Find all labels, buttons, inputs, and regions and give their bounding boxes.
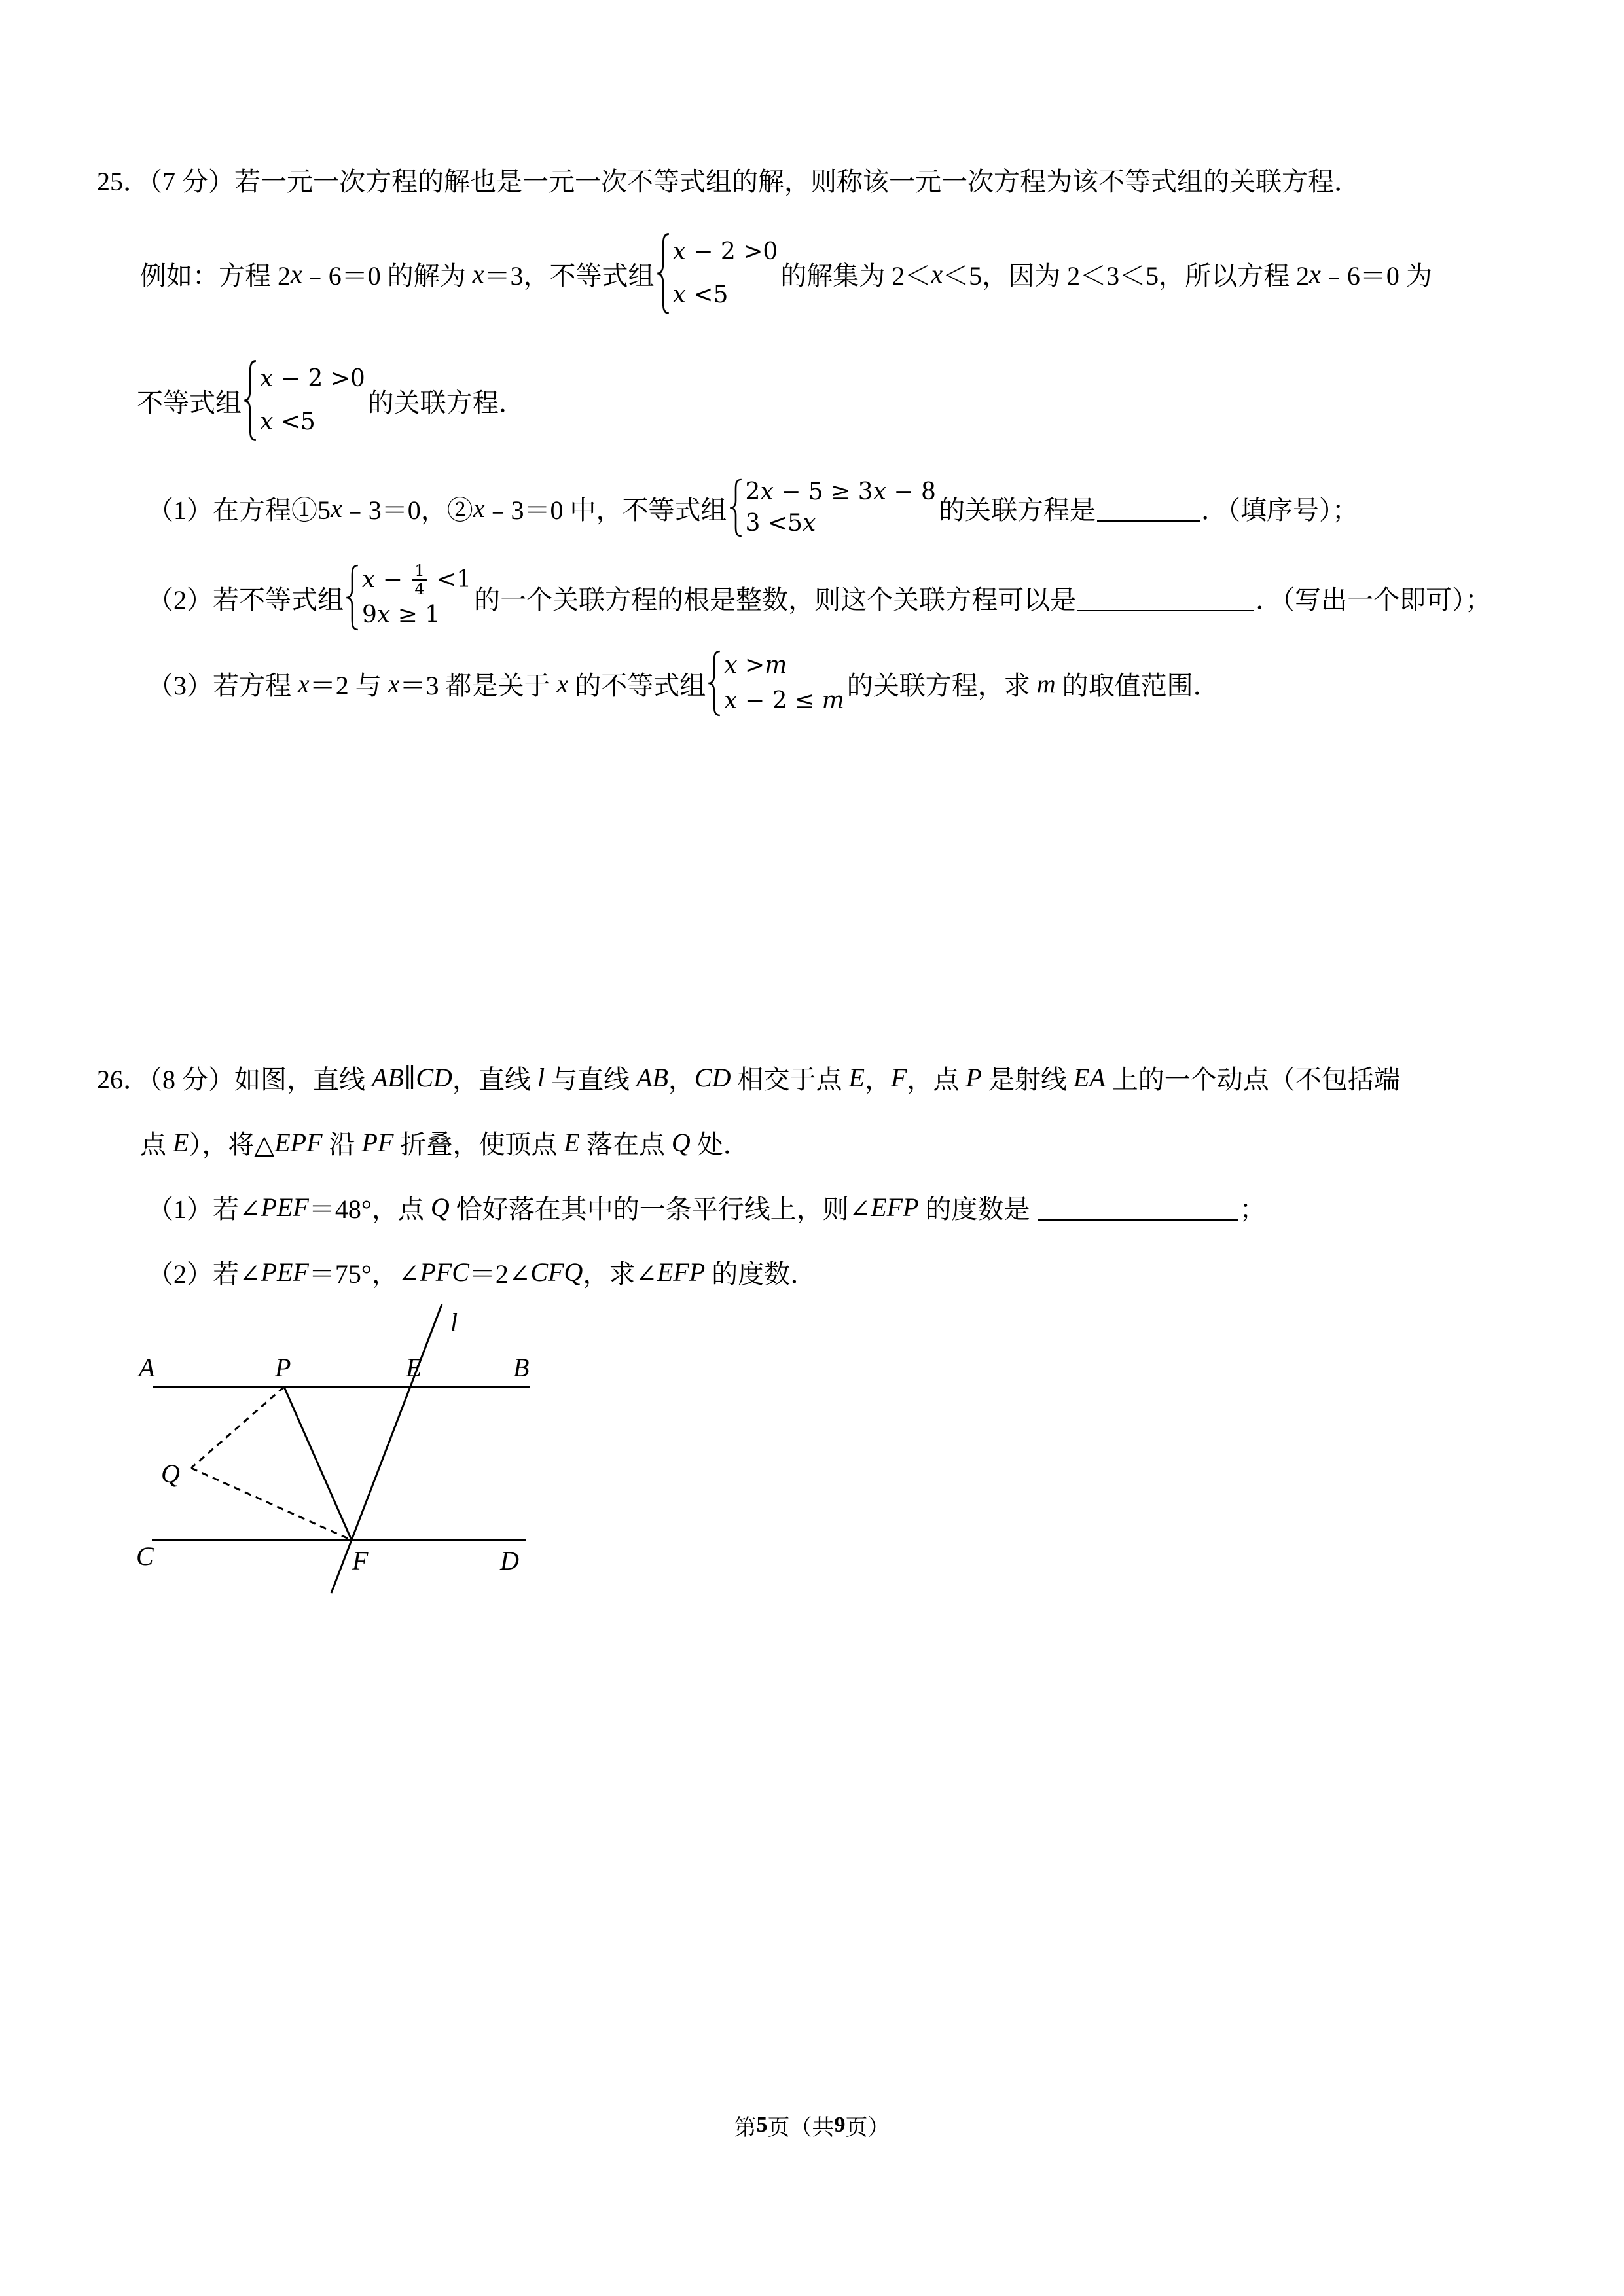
text-run: 的解集为 2＜ [780,260,931,291]
text-run: 的取值范围． [1055,670,1219,700]
label-b: B [513,1353,530,1382]
math-variable: x [362,566,376,593]
system-row [724,648,844,683]
text-run: 不等式组 [137,387,242,418]
text-run: 的关联方程． [367,387,525,418]
text-run: 3 <5 [745,510,803,537]
inequality-system [344,562,474,633]
text-run: ．（填序号）； [1200,495,1358,525]
math-variable: l [537,1062,545,1092]
question-25-example-cont [137,355,525,446]
math-variable: x [556,668,569,698]
text-run: 处． [690,1129,749,1159]
text-run: − 2 ≤ [737,687,822,714]
system-row [724,683,844,719]
fraction-numerator: 1 [412,563,426,581]
math-variable: x [298,668,310,698]
math-variable: x [931,259,943,289]
text-run: ＝2 与 [309,670,388,700]
brace-icon [656,232,670,315]
text-run: ＝3 都是关于 [399,670,557,700]
math-variable: x [802,510,816,537]
text-run: 第 [734,2115,757,2140]
text-run: 与直线 [545,1064,637,1094]
system-row [260,357,365,401]
text-run: 9 [362,601,377,628]
text-run: − 2 >0 [685,238,778,265]
math-variable: EFP [657,1257,706,1287]
text-run: 例如：方程 2 [140,260,291,291]
text-run: 的度数． [705,1259,817,1289]
text-run: ﹣6＝0 的解为 [302,260,473,291]
math-variable: E [564,1127,580,1157]
math-variable: PEF [261,1192,309,1222]
text-run: − 2 >0 [273,365,365,392]
question-25-part-2 [147,552,1491,643]
text-run: > [737,652,765,679]
text-run: ， [668,1064,695,1094]
text-run: （3）若方程 [147,670,298,700]
question-25-part-3 [147,637,1219,729]
text-run: ﹣3＝0，② [342,495,473,525]
label-f: F [352,1546,369,1575]
system-row [362,562,471,598]
math-variable: m [1036,668,1056,698]
math-variable: x [331,493,342,523]
text-run: ，求∠ [583,1259,657,1289]
text-run: 沿 [322,1129,362,1159]
text-run: <5 [273,408,316,435]
text-run: ∥ [403,1062,416,1092]
label-q: Q [161,1459,180,1488]
question-26-stem-cont [140,1122,749,1162]
fraction [412,563,426,597]
inequality-system [242,357,368,444]
math-variable: x [724,652,738,679]
math-variable: Q [430,1192,450,1222]
text-run: 页） [845,2115,890,2140]
answer-blank [1038,1193,1238,1221]
math-variable: m [765,652,787,679]
text-run: 页（共 [767,2115,835,2140]
math-variable: CFQ [530,1257,583,1287]
text-run: （2）若不等式组 [147,584,344,615]
system-row [673,230,778,274]
text-run: （1）在方程①5 [147,495,331,525]
brace-icon [707,650,721,717]
math-variable: PFC [420,1257,469,1287]
question-26-stem [97,1058,1400,1097]
page-footer [0,2106,1624,2145]
inequality-system [655,230,781,317]
brace-icon [729,478,743,537]
text-run: ，直线 [452,1064,537,1094]
system-row [746,476,936,508]
text-run: （1）若∠ [147,1194,261,1224]
dashed-segment-pq [191,1387,284,1468]
math-variable: EFP [871,1192,919,1222]
math-variable: EPF [274,1127,323,1157]
fraction-denominator: 4 [414,580,425,598]
text-run: − 5 ≥ 3 [773,478,873,505]
system-row [260,401,365,444]
text-run: ≥ 1 [390,601,441,628]
math-variable: x [260,365,274,392]
math-variable: x [672,281,686,308]
inequality-system [727,476,939,539]
text-run: <5 [685,281,729,308]
text-run: ，点 [907,1064,966,1094]
dashed-segment-qf [191,1468,352,1540]
math-variable: x [760,478,774,505]
text-run: ＝3，不等式组 [484,260,655,291]
inequality-system [706,648,846,719]
math-variable: x [873,478,886,505]
math-variable: EA [1073,1062,1106,1092]
text-run: ），将△ [189,1129,275,1159]
text-run: 的不等式组 [568,670,706,700]
text-run: 上的一个动点（不包括端 [1105,1064,1400,1094]
math-variable: x [291,259,302,289]
text-run: ﹣3＝0 中，不等式组 [484,495,727,525]
text-run: 9 [834,2113,846,2137]
segment-pf [284,1387,352,1540]
text-run: 2 [745,478,761,505]
math-variable: x [388,668,400,698]
text-run: 落在点 [579,1129,672,1159]
math-variable: PEF [261,1257,309,1287]
brace-icon [345,564,359,631]
math-variable: CD [694,1062,731,1092]
math-variable: CD [416,1062,452,1092]
text-run: 点 [140,1129,173,1159]
math-variable: PF [361,1127,394,1157]
math-variable: Q [671,1127,691,1157]
text-run: 的关联方程，求 [846,670,1037,700]
text-run: 恰好落在其中的一条平行线上，则∠ [449,1194,871,1224]
text-run: 是射线 [981,1064,1074,1094]
label-d: D [500,1546,519,1575]
math-variable: E [848,1062,865,1092]
math-variable: m [821,687,844,714]
text-run: 26．（8 分）如图，直线 [97,1064,372,1094]
math-variable: x [473,493,485,523]
text-run: ＝75°，∠ [308,1259,420,1289]
question-26-part-1 [147,1187,1266,1227]
question-26-part-2 [147,1252,816,1291]
system-row [746,508,936,539]
text-run: − 8 [886,478,936,505]
text-run: 相交于点 [731,1064,849,1094]
text-run: 5 [756,2113,768,2137]
text-run: （2）若∠ [147,1259,261,1289]
line-l [331,1304,442,1593]
text-run: 的一个关联方程的根是整数，则这个关联方程可以是 [474,584,1077,615]
question-25-example [140,228,1432,319]
text-run: ．（写出一个即可）； [1255,584,1492,615]
label-c: C [136,1541,154,1571]
label-a: A [139,1353,155,1382]
text-run: 的关联方程是 [938,495,1096,525]
math-variable: AB [636,1062,668,1092]
text-run: ＜5，因为 2＜3＜5，所以方程 2 [943,260,1310,291]
label-e: E [406,1353,422,1382]
math-variable: AB [372,1062,404,1092]
math-variable: x [260,408,274,435]
text-run: ﹣6＝0 为 [1320,260,1432,291]
brace-icon [243,359,257,442]
text-run: ， [864,1064,891,1094]
text-run: 25．（7 分）若一元一次方程的解也是一元一次不等式组的解，则称该一元一次方程为该不等式组的关联方程． [97,166,1360,196]
math-variable: x [1309,259,1321,289]
text-run: 的度数是 [918,1194,1037,1224]
system-row [673,274,778,317]
text-run: ＝2∠ [469,1259,531,1289]
answer-blank [1077,584,1254,611]
math-variable: E [173,1127,189,1157]
text-run: ； [1239,1194,1266,1224]
math-variable: x [724,687,738,714]
label-p: P [275,1353,291,1382]
text-run: <1 [429,566,472,593]
math-variable: P [965,1062,982,1092]
math-variable: x [376,601,391,628]
system-row [362,598,471,633]
math-variable: x [672,238,686,265]
math-variable: x [472,259,484,289]
text-run: 折叠，使顶点 [393,1129,564,1159]
text-run: ＝48°，点 [308,1194,431,1224]
geometry-figure [124,1289,569,1617]
question-25-part-1 [147,462,1358,554]
text-run: − [375,566,410,593]
answer-blank [1097,494,1200,522]
label-l: l [450,1308,458,1337]
question-25-stem [97,160,1360,199]
math-variable: F [890,1062,907,1092]
